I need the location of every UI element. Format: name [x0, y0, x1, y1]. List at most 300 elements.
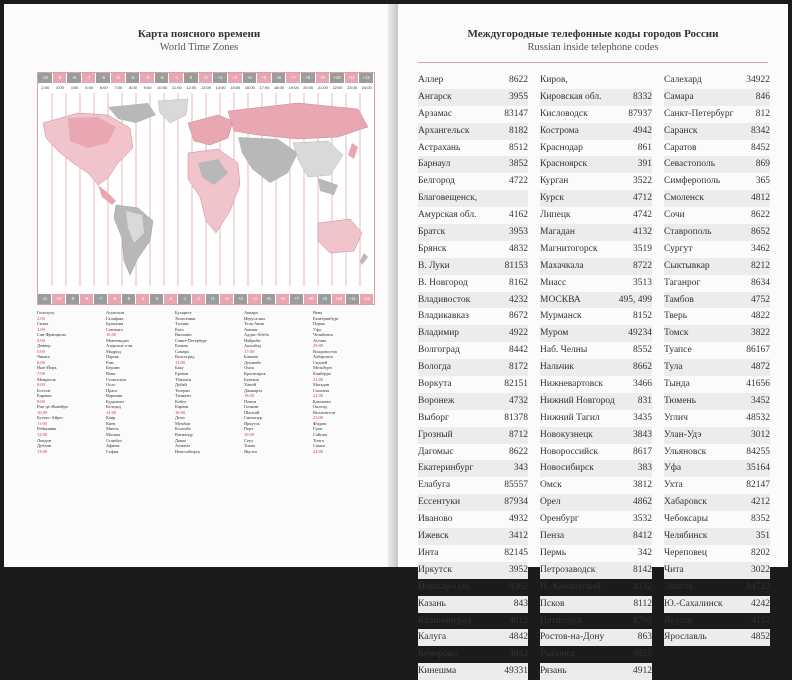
code-row	[418, 511, 528, 528]
phone-code: 3519	[633, 243, 652, 254]
phone-code: 4132	[633, 227, 652, 238]
city-entry: 18:00	[244, 393, 255, 399]
city-column	[175, 310, 244, 560]
city-name: Липецк	[540, 210, 571, 221]
phone-code: 3412	[509, 531, 528, 542]
city-name: МОСКВА	[540, 294, 581, 305]
city-name: Пермь	[540, 547, 567, 558]
code-row	[540, 258, 652, 275]
code-row	[540, 663, 652, 680]
city-name: Орел	[540, 497, 561, 508]
code-row	[418, 275, 528, 292]
city-name: Ангарск	[418, 91, 452, 102]
city-entry: 7:00	[37, 371, 45, 377]
code-row	[540, 477, 652, 494]
city-entry: Денвер	[37, 343, 51, 349]
phone-code: 4812	[751, 193, 770, 204]
city-name: Аллер	[418, 75, 444, 85]
city-entry: Казань	[175, 343, 188, 349]
city-entry: Стокгольм	[106, 376, 126, 382]
code-row	[418, 528, 528, 545]
city-name: Новокузнецк	[540, 429, 593, 440]
city-name: Мурманск	[540, 311, 582, 322]
phone-code: 8112	[633, 598, 652, 609]
city-entry: Карачи	[175, 404, 189, 410]
tz-offset-cell: -1	[169, 73, 184, 83]
phone-code: 8712	[509, 429, 528, 440]
city-entry: Анкара	[244, 310, 258, 315]
code-row	[540, 325, 652, 342]
code-row	[664, 376, 770, 393]
city-entry: Рига	[175, 326, 184, 332]
code-row	[418, 444, 528, 461]
city-name: Элиста	[664, 581, 693, 592]
phone-code: 8362	[509, 581, 528, 592]
codes-subtitle: Russian inside telephone codes	[527, 42, 659, 53]
phone-code: 3953	[509, 227, 528, 238]
city-entry: 4:00	[37, 337, 45, 343]
code-row	[540, 207, 652, 224]
city-name: Владимир	[418, 328, 460, 339]
code-row	[418, 613, 528, 630]
phone-code: 4822	[751, 311, 770, 322]
phone-code: 84255	[746, 446, 770, 457]
city-name: Пенза	[540, 531, 565, 542]
city-entry: Пермь	[313, 321, 326, 327]
city-name: Ставрополь	[664, 227, 712, 238]
world-map	[38, 93, 374, 286]
tz-offset-cell: 0	[184, 73, 199, 83]
city-entry: Бразилиа	[106, 321, 124, 327]
city-entry: Чикаго	[37, 354, 51, 360]
code-row	[664, 123, 770, 140]
code-row	[664, 241, 770, 258]
phone-code: 8552	[633, 345, 652, 356]
tz-offset-cell: 24:00	[361, 85, 372, 90]
city-entry: Новосибирск	[175, 448, 200, 454]
phone-code: 83147	[504, 108, 528, 119]
phone-code: 4942	[633, 125, 652, 136]
code-row	[664, 393, 770, 410]
code-row	[418, 140, 528, 157]
phone-code: 8172	[509, 362, 528, 373]
tz-offset-cell: -2	[155, 73, 170, 83]
city-name: Краснодар	[540, 142, 583, 153]
city-entry: Асунсьон	[106, 310, 124, 315]
tz-offset-cell: +8	[304, 294, 318, 304]
city-entry: Пекин	[244, 398, 256, 404]
city-entry: Окленд	[313, 404, 328, 410]
phone-code: 8617	[633, 446, 652, 457]
tz-offset-cell: -1	[178, 294, 192, 304]
city-name: Тында	[664, 379, 690, 390]
code-row	[418, 460, 528, 477]
city-entry: Минск	[106, 426, 119, 432]
phone-code: 8142	[633, 564, 652, 575]
city-name: Севастополь	[664, 159, 716, 170]
city-name: Таганрог	[664, 277, 701, 288]
city-entry: Иерусалим	[244, 315, 265, 321]
city-name: Хабаровск	[664, 497, 707, 508]
city-name: Калуга	[418, 632, 447, 643]
city-name: Чита	[664, 564, 684, 575]
phone-code: 4842	[509, 632, 528, 643]
city-name: Чебоксары	[664, 514, 709, 525]
city-entry: Фиджи	[313, 420, 327, 426]
city-name: Углич	[664, 412, 688, 423]
phone-code: 4112	[751, 615, 770, 626]
code-row	[540, 156, 652, 173]
city-name: Иркутск	[418, 564, 452, 575]
city-entry: 20:00	[313, 343, 324, 349]
city-entry: Сахалин	[313, 387, 329, 393]
city-name: Петрозаводск	[540, 564, 596, 575]
code-row	[664, 342, 770, 359]
tz-offset-cell: -3	[140, 73, 155, 83]
phone-code: 4752	[751, 294, 770, 305]
city-entry: Ереван	[175, 371, 189, 377]
code-row	[664, 494, 770, 511]
city-name: Миасс	[540, 277, 567, 288]
city-name: Воркута	[418, 379, 452, 390]
code-row	[664, 89, 770, 106]
code-row	[664, 579, 770, 596]
city-entry: Монреаль	[37, 376, 56, 382]
city-name: Тула	[664, 362, 683, 373]
city-name: Ухта	[664, 480, 683, 491]
code-row	[418, 224, 528, 241]
code-row	[540, 579, 652, 596]
city-name: Новороссийск	[540, 446, 598, 457]
tz-offset-cell: +12	[360, 294, 374, 304]
phone-code: 84722	[746, 581, 770, 592]
code-row	[540, 241, 652, 258]
map-subtitle: World Time Zones	[159, 42, 239, 53]
city-name: Саранск	[664, 125, 698, 136]
city-entry: 13:00	[37, 448, 48, 454]
tz-offset-cell: +3	[228, 73, 243, 83]
phone-code: 8634	[751, 277, 770, 288]
code-row	[418, 545, 528, 562]
city-name: Дагомыс	[418, 446, 454, 457]
city-name: Рыбинск	[540, 649, 576, 660]
city-name: Сыктывкар	[664, 260, 710, 271]
tz-offset-cell: 18:00	[274, 85, 285, 90]
code-row	[540, 72, 652, 89]
left-page	[4, 4, 394, 567]
city-entry: Волгоград	[175, 354, 195, 360]
city-entry: 3:00	[37, 326, 45, 332]
city-entry: Тонга	[313, 437, 324, 443]
city-entry: Сингапур	[244, 415, 263, 421]
code-row	[540, 173, 652, 190]
city-entry: Самара	[175, 348, 189, 354]
city-name: Иваново	[418, 514, 453, 525]
tz-offset-cell: 22:00	[332, 85, 343, 90]
code-row	[418, 207, 528, 224]
city-name: Кисловодск	[540, 108, 588, 119]
code-row	[664, 224, 770, 241]
phone-code: 3532	[633, 514, 652, 525]
code-row	[664, 460, 770, 477]
phone-code: 4162	[509, 210, 528, 221]
tz-offset-cell: +10	[330, 73, 345, 83]
city-name: Туапсе	[664, 345, 692, 356]
code-row	[418, 427, 528, 444]
code-row	[418, 258, 528, 275]
code-row	[664, 613, 770, 630]
city-entry: Бишкек	[244, 354, 259, 360]
phone-code: 86167	[746, 345, 770, 356]
phone-code: 8722	[633, 260, 652, 271]
city-time-list	[37, 310, 382, 560]
city-name: Ярославль	[664, 632, 707, 643]
city-entry: Афины	[106, 443, 120, 449]
city-name: Салехард	[664, 75, 702, 85]
city-name: Череповец	[664, 547, 707, 558]
city-name: Новосибирск	[540, 463, 594, 474]
city-entry: Берлин	[106, 365, 120, 371]
code-row	[664, 528, 770, 545]
phone-code: 8452	[751, 142, 770, 153]
phone-code: 3466	[633, 379, 652, 390]
phone-code: 343	[513, 463, 528, 474]
city-entry: Бостон	[37, 387, 51, 393]
city-name: Смоленск	[664, 193, 704, 204]
city-entry: Дубай	[175, 382, 187, 388]
tz-offset-cell: 15:00	[230, 85, 241, 90]
map-title: Карта поясного времени	[137, 28, 261, 40]
city-entry: Перт	[244, 426, 254, 432]
code-row	[540, 308, 652, 325]
phone-code: 3822	[751, 328, 770, 339]
city-entry: Мельбурн	[313, 365, 332, 371]
phone-code: 8182	[509, 125, 528, 136]
codes-title: Междугородные телефонные коды городов России	[467, 28, 719, 40]
phone-code: 3522	[633, 176, 652, 187]
city-entry: Тбилиси	[175, 376, 192, 382]
code-row	[418, 410, 528, 427]
code-row	[664, 511, 770, 528]
tz-offset-cell: +8	[301, 73, 316, 83]
city-entry: Ханой	[244, 382, 257, 388]
phone-code: 8622	[509, 446, 528, 457]
code-row	[664, 477, 770, 494]
city-entry: 11:00	[37, 420, 47, 426]
tz-offset-cell: +4	[243, 73, 258, 83]
city-name: Тверь	[664, 311, 688, 322]
city-column	[106, 310, 175, 560]
code-row	[664, 359, 770, 376]
city-name: Амурская обл.	[418, 210, 477, 221]
city-entry: Найроби	[244, 337, 261, 343]
tz-offset-cell: 3:00	[56, 85, 64, 90]
code-row	[540, 393, 652, 410]
city-entry: 9:00	[37, 398, 45, 404]
tz-offset-cell: +5	[262, 294, 276, 304]
city-entry: Магадан	[313, 382, 330, 388]
city-entry: Монтевидео	[106, 337, 130, 343]
time-zone-offsets-top	[38, 73, 374, 83]
city-column	[37, 310, 106, 560]
phone-code: 8662	[633, 362, 652, 373]
city-entry: Веллингтон	[313, 409, 336, 415]
title-divider	[418, 62, 768, 63]
city-entry: София	[106, 448, 119, 454]
phone-code: 4232	[509, 294, 528, 305]
city-name: Тамбов	[664, 294, 694, 305]
code-row	[418, 646, 528, 663]
code-row	[664, 275, 770, 292]
phone-code: 49331	[504, 666, 528, 677]
code-row	[418, 359, 528, 376]
city-name: Елабуга	[418, 480, 451, 491]
city-entry: Москва	[106, 432, 121, 438]
city-name: Казань	[418, 598, 446, 609]
city-name: Сургут	[664, 243, 693, 254]
city-entry: Варшава	[106, 393, 123, 399]
city-name: Красноярск	[540, 159, 588, 170]
city-entry: 21:00	[313, 376, 324, 382]
phone-code: 3022	[751, 564, 770, 575]
city-name: Кировская обл.	[540, 91, 602, 102]
phone-code: 843	[513, 598, 528, 609]
city-name: Самара	[664, 91, 694, 102]
code-row	[418, 376, 528, 393]
city-name: Пятигорск	[540, 615, 583, 626]
city-entry: Бухарест	[175, 310, 192, 315]
tz-offset-cell: +5	[257, 73, 272, 83]
city-entry: 19:00	[244, 432, 255, 438]
city-name: Владикавказ	[418, 311, 469, 322]
phone-code: 4732	[509, 395, 528, 406]
city-entry: Каир	[106, 415, 116, 421]
phone-code: 3462	[751, 243, 770, 254]
code-row	[540, 376, 652, 393]
right-page	[398, 4, 788, 677]
city-name: Ессентуки	[418, 497, 461, 508]
phone-code: 4855	[633, 649, 652, 660]
tz-offset-cell: 0	[192, 294, 206, 304]
city-entry: Рим	[106, 359, 114, 365]
city-name: Кинешма	[418, 666, 457, 677]
city-entry: Самоа	[313, 443, 325, 449]
phone-code: 4932	[509, 514, 528, 525]
city-name: Калининград	[418, 615, 472, 626]
code-row	[664, 156, 770, 173]
city-entry: Лондон	[37, 437, 52, 443]
city-entry: Душанбе	[244, 359, 261, 365]
city-entry: Осло	[106, 382, 116, 388]
phone-code: 495, 499	[618, 294, 652, 305]
city-name: Санкт-Петербург	[664, 108, 734, 119]
phone-code: 4862	[633, 497, 652, 508]
tz-offset-cell: +10	[332, 294, 346, 304]
city-name: Нижний Новгород	[540, 395, 615, 406]
tz-offset-cell: 23:00	[347, 85, 358, 90]
phone-code: 3513	[633, 277, 652, 288]
code-row	[540, 292, 652, 309]
city-entry: Кабул	[175, 398, 187, 404]
city-name: Омск	[540, 480, 562, 491]
city-name: Курган	[540, 176, 569, 187]
city-entry: Красноярск	[244, 371, 266, 377]
city-name: В. Луки	[418, 260, 450, 271]
city-entry: Уфа	[313, 326, 321, 332]
city-entry: Вена	[313, 310, 323, 315]
phone-code: 8512	[509, 142, 528, 153]
code-row	[418, 72, 528, 89]
city-entry: 24:00	[313, 448, 324, 454]
city-entry: Ташкент	[175, 393, 192, 399]
code-row	[418, 123, 528, 140]
code-row	[540, 596, 652, 613]
city-entry: 5:00	[37, 348, 45, 354]
code-row	[418, 663, 528, 680]
codes-column-2	[540, 72, 652, 680]
city-entry: Каракас	[37, 393, 52, 399]
city-name: Выборг	[418, 412, 449, 423]
city-entry: Вена	[106, 371, 116, 377]
tz-offset-cell: +11	[346, 294, 360, 304]
city-entry: 10:00	[37, 409, 48, 415]
phone-code: 8332	[633, 91, 652, 102]
code-row	[418, 629, 528, 646]
code-row	[540, 562, 652, 579]
city-entry: 8:00	[37, 382, 45, 388]
city-entry: 16:00	[106, 332, 117, 338]
phone-code: 81378	[504, 412, 528, 423]
phone-code: 3843	[633, 429, 652, 440]
phone-code: 3955	[509, 91, 528, 102]
city-entry: Катманду	[175, 432, 194, 438]
phone-code: 342	[637, 547, 652, 558]
phone-code: 4012	[509, 615, 528, 626]
tz-offset-cell: 14:00	[215, 85, 226, 90]
phone-code: 8162	[509, 277, 528, 288]
code-row	[664, 444, 770, 461]
tz-offset-cell: -11	[38, 294, 52, 304]
city-name: Магадан	[540, 227, 575, 238]
city-name: Воронеж	[418, 395, 455, 406]
phone-code: 4852	[751, 632, 770, 643]
tz-offset-cell: -4	[126, 73, 141, 83]
code-row	[540, 89, 652, 106]
tz-offset-cell: -8	[67, 73, 82, 83]
city-entry: Сайпан	[313, 432, 327, 438]
phone-code: 3812	[633, 480, 652, 491]
city-name: Псков	[540, 598, 565, 609]
code-row	[540, 511, 652, 528]
city-entry: Мадрид	[106, 348, 121, 354]
code-row	[418, 308, 528, 325]
tz-offset-cell: +7	[290, 294, 304, 304]
code-row	[664, 106, 770, 123]
phone-code: 35164	[746, 463, 770, 474]
city-name: Братск	[418, 227, 446, 238]
city-name: Ижевск	[418, 531, 449, 542]
phone-code: 3852	[509, 159, 528, 170]
city-entry: Камчатка	[313, 398, 331, 404]
phone-code: 4872	[751, 362, 770, 373]
phone-code: 3435	[633, 412, 652, 423]
code-row	[664, 562, 770, 579]
phone-code: 383	[637, 463, 652, 474]
city-entry: 14:00	[106, 409, 117, 415]
city-entry: Алматы	[175, 443, 190, 449]
city-entry: Коломбо	[175, 426, 192, 432]
city-entry: Тель-Авив	[244, 321, 264, 327]
